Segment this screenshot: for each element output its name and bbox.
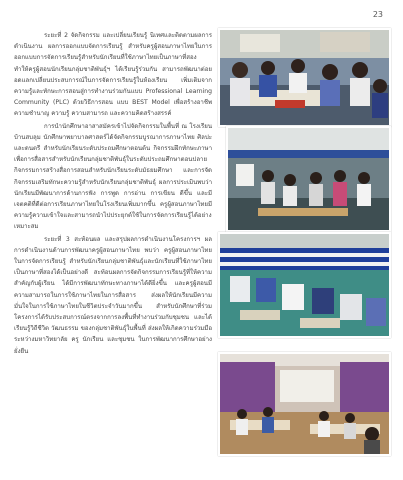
- body-text: [14, 30, 212, 357]
- page-number: 23: [372, 10, 383, 19]
- photo-hall-students: [218, 232, 391, 338]
- paragraph-2: การนำนักศึกษาอาสาสมัครเข้าไปจัดกิจกรรมในพื้นที่ ณ โรงเรียนบ้านสบลุม นักศึกษาพยาบาลศาสตร์ได้จัดกิจกรรมบูรณาการภาษาไทย ศิลปะ และดนตรี สำหรับนักเรียนระดับประถมศึกษาตอนต้น กิจกรรมฝึกทักษะภาษาเพื่อการสื่อสารสำหรับนักเรียนกลุ่มชาติพันธุ์ในระดับประถมศึกษาตอนปลาย กิจกรรมการสร้างสื่อการสอนสำหรับนักเรียนระดับมัธยมศึกษา และการจัดกิจกรรมเสริมทักษะความรู้สำหรับนักเรียนกลุ่มชาติพันธุ์ ผลการประเมินพบว่า นักเรียนมีพัฒนาการด้านการฟัง การพูด การอ่าน การเขียน ดีขึ้น และมีเจตคติที่ดีต่อการเรียนภาษาไทยในโรงเรียนเพิ่มมากขึ้น ครูผู้สอนภาษาไทยมีความรู้ความเข้าใจและสามารถนำไปประยุกต์ใช้ในการจัดการเรียนรู้ได้อย่างเหมาะสม: [14, 122, 212, 231]
- photo-outdoor-gathering: [226, 126, 391, 232]
- photo-classroom-activity: [218, 28, 391, 127]
- paragraph-1: ระยะที่ 2 จัดกิจกรรม และเปลี่ยนเรียนรู้ นิเทศและติดตามผลการดำเนินงาน ผลการออกแบบจัดการเรียนรู้ สำหรับครูผู้สอนภาษาไทยในการออกแบบการจัดการเรียนรู้สำหรับนักเรียนที่ใช้ภาษาไทยเป็นภาษาที่สอง ทำให้ครูผู้สอนนักเรียนกลุ่มชาติพันธุ์ฯ ได้เรียนรู้ร่วมกัน สามารถพัฒนาต่อยอดแลกเปลี่ยนประสบการณ์ในการจัดการเรียนรู้ในห้องเรียน เพิ่มเติมจากความรู้และทักษะการสอนสู่การทำงานร่วมกันแบบ Professional Learning Community (PLC) ด้วยวิธีการสอน แบบ BEST Model เพื่อสร้างอาชีพ ความชำนาญ ความรู้ ความสามารถ และความคิดสร้างสรรค์: [14, 32, 212, 118]
- paragraph-3: ระยะที่ 3 สะท้อนผล และสรุปผลการดำเนินงานโครงการฯ ผลการดำเนินงานด้านการพัฒนาครูผู้สอนภาษาไทย พบว่า ครูผู้สอนภาษาไทยในการจัดการเรียนรู้ สำหรับนักเรียนกลุ่มชาติพันธุ์และนักเรียนที่ใช้ภาษาไทยเป็นภาษาที่สองได้เป็นอย่างดี สะท้อนผลการจัดกิจกรรมการเรียนรู้ที่ให้ความสำคัญกับผู้เรียน ได้มีการพัฒนาทักษะทางภาษาได้ดียิ่งขึ้น และครูผู้สอนมีความสามารถในการใช้ภาษาไทยในการสื่อสาร ส่งผลให้นักเรียนมีความมั่นใจในการใช้ภาษาไทยในชีวิตประจำวันมากขึ้น สำหรับนักศึกษาที่ร่วมโครงการได้รับประสบการณ์ตรงจากการลงพื้นที่ทำงานร่วมกับชุมชน และได้เรียนรู้วิถีชีวิต วัฒนธรรม ของกลุ่มชาติพันธุ์ในพื้นที่ ส่งผลให้เกิดความร่วมมือระหว่างมหาวิทยาลัย ครู นักเรียน และชุมชน ในการพัฒนาการศึกษาอย่างยั่งยืน: [14, 235, 212, 355]
- photo-meeting-room: [218, 352, 391, 456]
